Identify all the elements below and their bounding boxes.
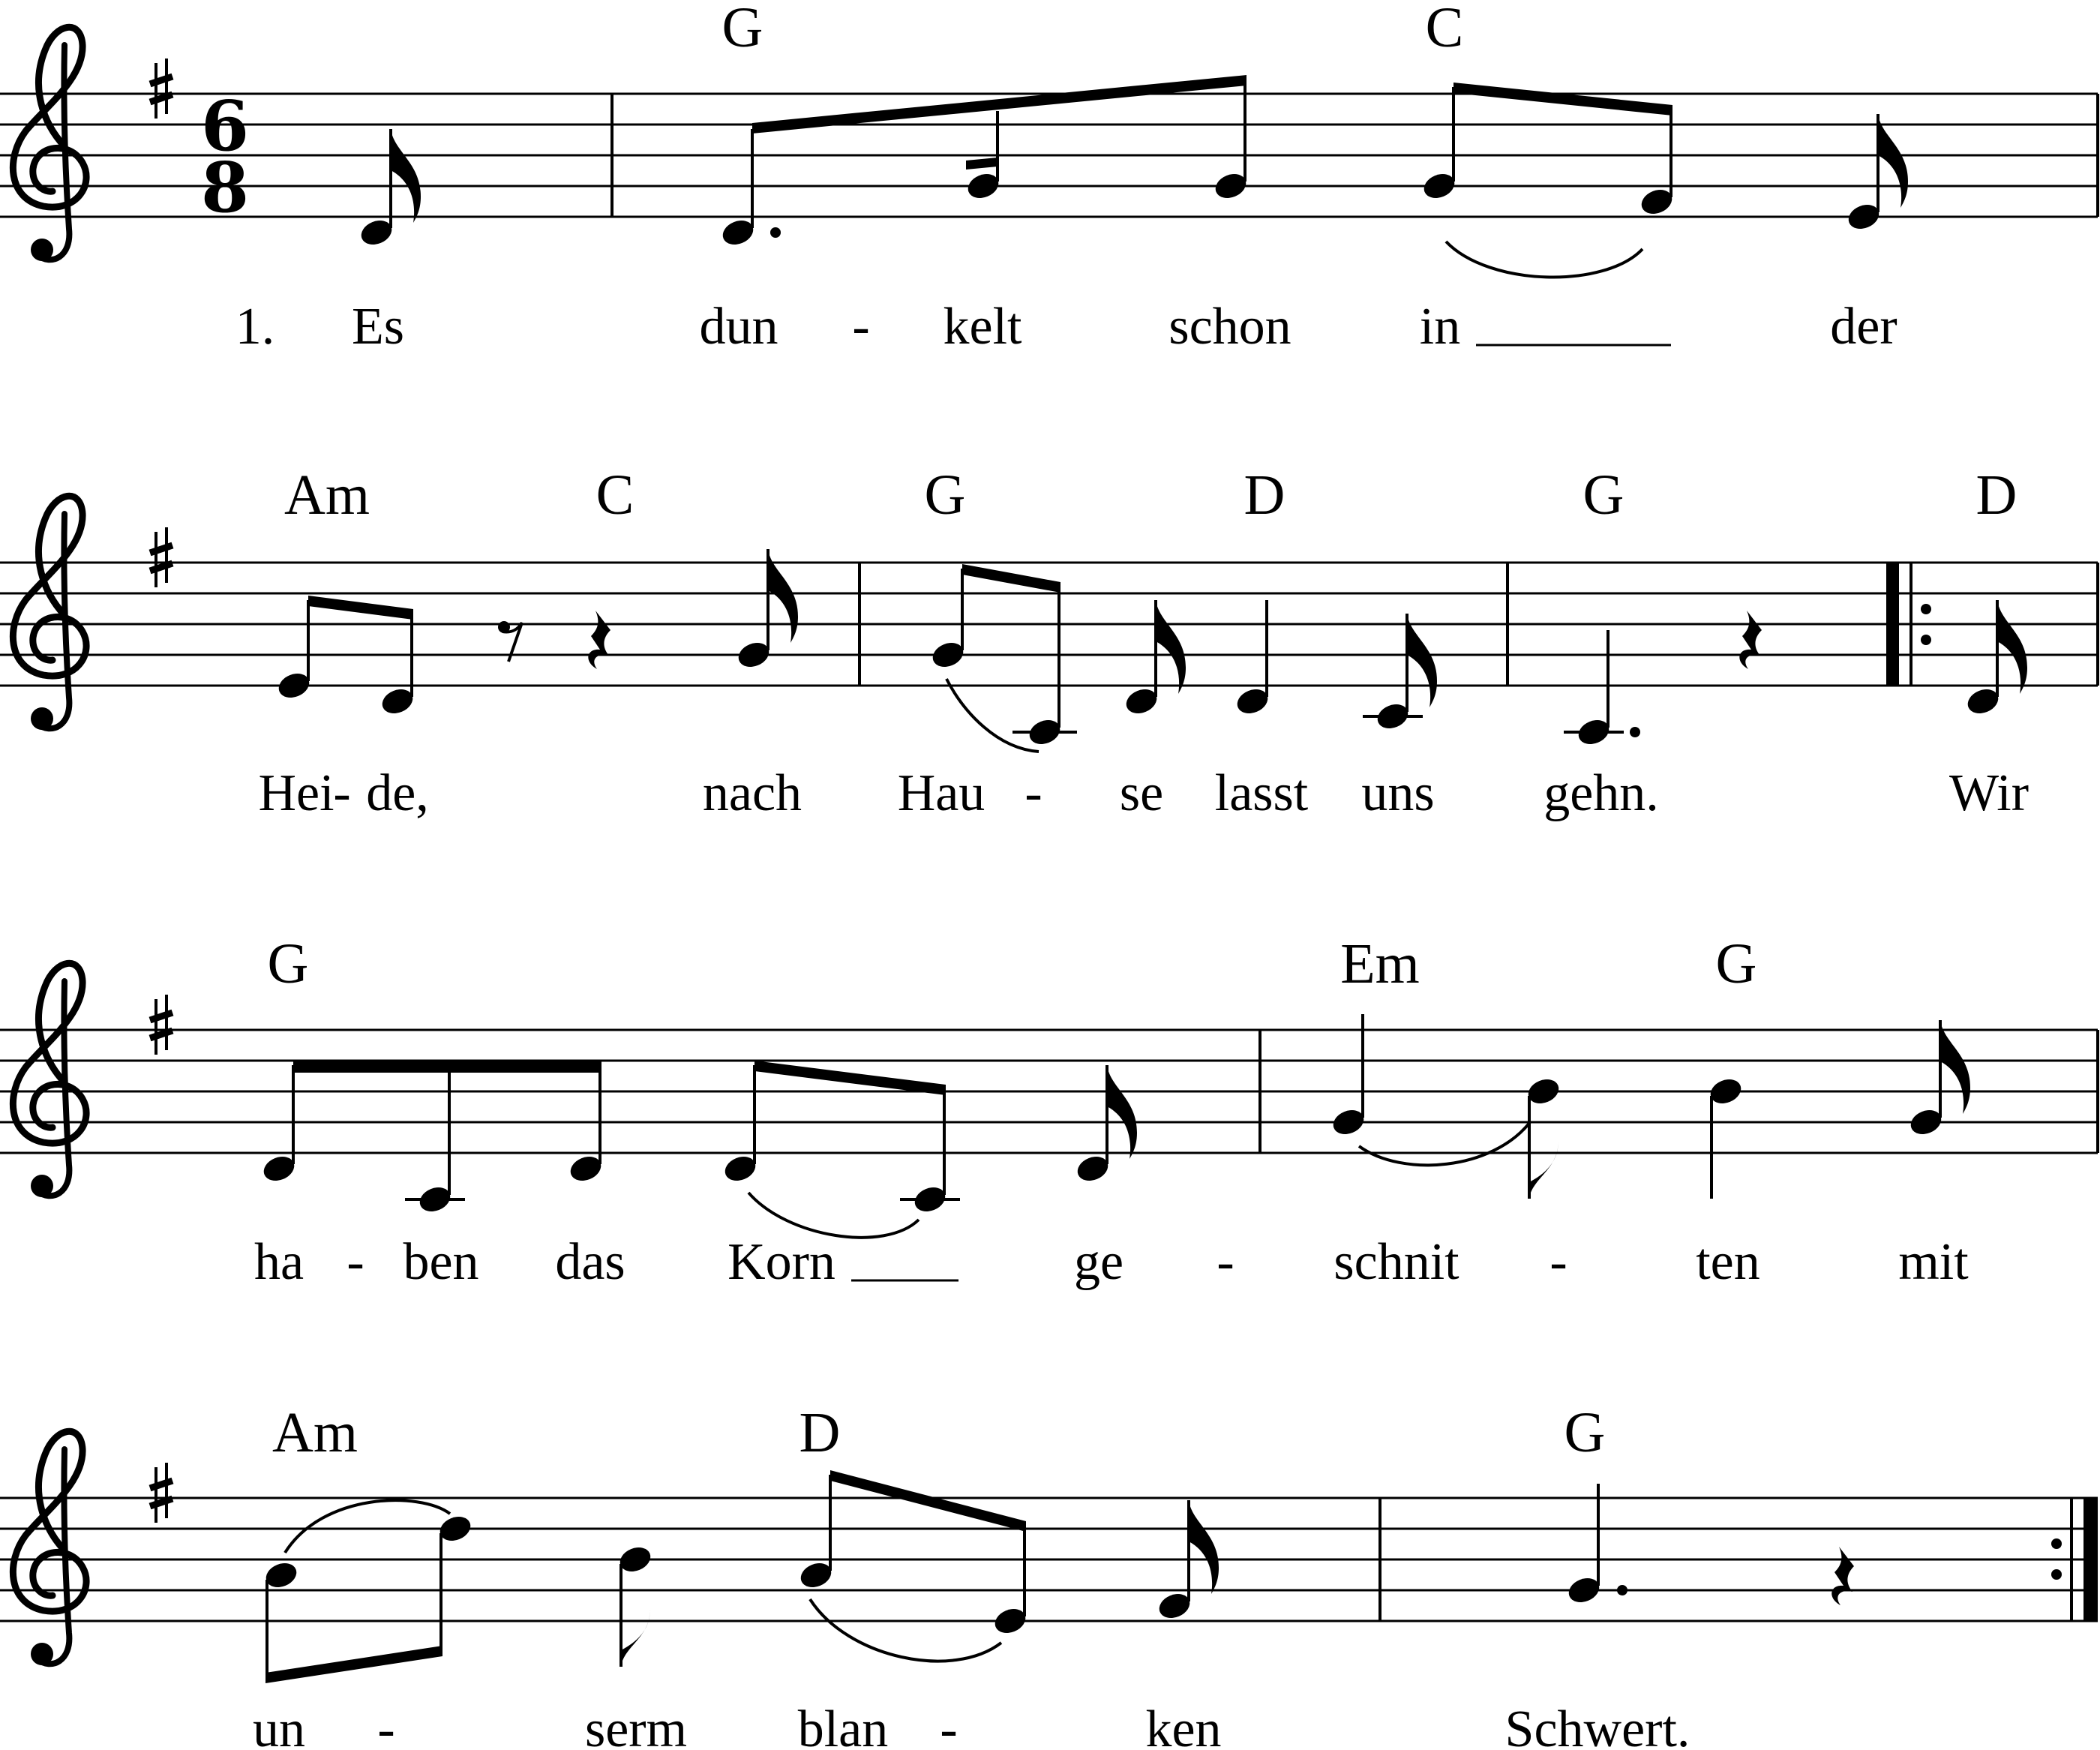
quarter-rest-icon	[1832, 1547, 1854, 1605]
note	[1564, 630, 1640, 749]
note	[1845, 114, 1908, 233]
beamed-group	[1420, 83, 1676, 218]
note	[1525, 1075, 1562, 1199]
lyric-syllable: serm	[584, 1700, 688, 1750]
lyric-syllable: Korn	[728, 1233, 836, 1291]
chord-symbol: G	[924, 464, 966, 527]
chord-symbol: G	[722, 0, 764, 59]
beamed-group	[275, 596, 416, 718]
lyric-syllable: lasst	[1214, 764, 1309, 822]
note	[1123, 600, 1186, 718]
beamed-group	[719, 75, 1250, 249]
chord-symbol: Am	[272, 1401, 358, 1464]
lyric-syllable: mit	[1898, 1233, 1969, 1291]
lyric-syllable: der	[1830, 298, 1898, 356]
lyric-syllable: se	[1119, 764, 1164, 822]
lyric-syllable: nach	[702, 764, 802, 822]
lyric-hyphen: -	[1216, 1233, 1234, 1291]
lyric-syllable: ken	[1145, 1700, 1222, 1750]
slur	[285, 1500, 450, 1553]
system-4	[0, 1401, 2098, 1750]
note	[1964, 600, 2027, 718]
sharp-icon	[150, 527, 172, 587]
chord-symbol: Am	[284, 464, 370, 527]
lyric-syllable: ha	[254, 1233, 304, 1291]
system-2	[0, 464, 2098, 822]
lyric-syllable: blan	[797, 1700, 889, 1750]
lyric-syllable: Es	[352, 298, 404, 356]
staff-1	[0, 94, 2098, 217]
lyric-syllable: ben	[403, 1233, 479, 1291]
tie	[1359, 1122, 1530, 1165]
note	[1156, 1500, 1219, 1622]
beamed-group	[929, 564, 1077, 749]
beamed-group	[260, 1061, 604, 1216]
note	[1363, 614, 1437, 733]
treble-clef-icon	[13, 1431, 86, 1665]
sharp-icon	[150, 59, 172, 119]
lyric-syllable: uns	[1361, 764, 1435, 822]
lyric-syllable: kelt	[943, 298, 1022, 356]
chord-symbol: D	[1244, 464, 1286, 527]
slur	[1446, 242, 1642, 278]
lyric-hyphen: -	[852, 298, 870, 356]
lyric-syllable: schnit	[1334, 1233, 1460, 1291]
slur	[810, 1599, 1001, 1661]
lyric-syllable: Schwert.	[1504, 1700, 1690, 1750]
quarter-rest-icon	[1739, 611, 1762, 669]
chord-symbol: C	[596, 464, 634, 527]
chord-symbol: G	[267, 932, 309, 995]
verse-number: 1.	[235, 298, 275, 356]
lyric-hyphen: -	[940, 1700, 958, 1750]
note	[735, 549, 798, 671]
lyric-syllable: Hau	[897, 764, 986, 822]
lyric-hyphen: -	[1024, 764, 1042, 822]
lyric-hyphen: -	[377, 1700, 395, 1750]
system-3	[0, 932, 2098, 1291]
chord-symbol: C	[1425, 0, 1464, 59]
lyric-hyphen: -	[346, 1233, 364, 1291]
note	[1074, 1065, 1137, 1185]
lyric-syllable: Hei	[258, 764, 334, 822]
note	[1330, 1014, 1367, 1139]
chord-symbol: Em	[1340, 932, 1420, 995]
note	[1565, 1484, 1628, 1607]
system-1	[0, 0, 2098, 356]
lyric-syllable: das	[555, 1233, 626, 1291]
beamed-group	[797, 1470, 1029, 1637]
staff-4	[0, 1498, 2098, 1621]
note	[1707, 1075, 1744, 1199]
lyric-syllable: in	[1419, 298, 1461, 356]
time-signature-denominator: 8	[200, 147, 250, 228]
chord-symbol: G	[1582, 464, 1624, 527]
treble-clef-icon	[13, 27, 86, 261]
lyric-syllable: dun	[699, 298, 778, 356]
note	[1907, 1020, 1970, 1139]
note	[358, 129, 421, 249]
time-signature-numerator: 6	[200, 86, 250, 167]
lyric-syllable: ten	[1696, 1233, 1760, 1291]
quarter-rest-icon	[588, 611, 610, 669]
lyric-syllable: ge	[1073, 1233, 1124, 1291]
lyric-hyphen: -	[333, 764, 351, 822]
lyric-syllable: un	[253, 1700, 305, 1750]
note	[616, 1543, 654, 1667]
chord-symbol: D	[799, 1401, 841, 1464]
chord-symbol: G	[1715, 932, 1757, 995]
sharp-icon	[150, 1463, 172, 1523]
treble-clef-icon	[13, 963, 86, 1197]
staff-3	[0, 1030, 2098, 1153]
sharp-icon	[150, 995, 172, 1055]
beamed-group	[262, 1512, 474, 1683]
slur	[946, 679, 1039, 752]
lyric-syllable: Wir	[1948, 764, 2030, 822]
lyric-syllable: gehn.	[1544, 764, 1659, 822]
treble-clef-icon	[13, 496, 86, 730]
note	[1234, 600, 1271, 718]
slur	[748, 1193, 919, 1238]
beamed-group	[722, 1061, 960, 1216]
chord-symbol: G	[1564, 1401, 1606, 1464]
lyric-syllable: schon	[1168, 298, 1292, 356]
chord-symbol: D	[1976, 464, 2018, 527]
lyric-hyphen: -	[1550, 1233, 1568, 1291]
lyric-syllable: de,	[366, 764, 429, 822]
